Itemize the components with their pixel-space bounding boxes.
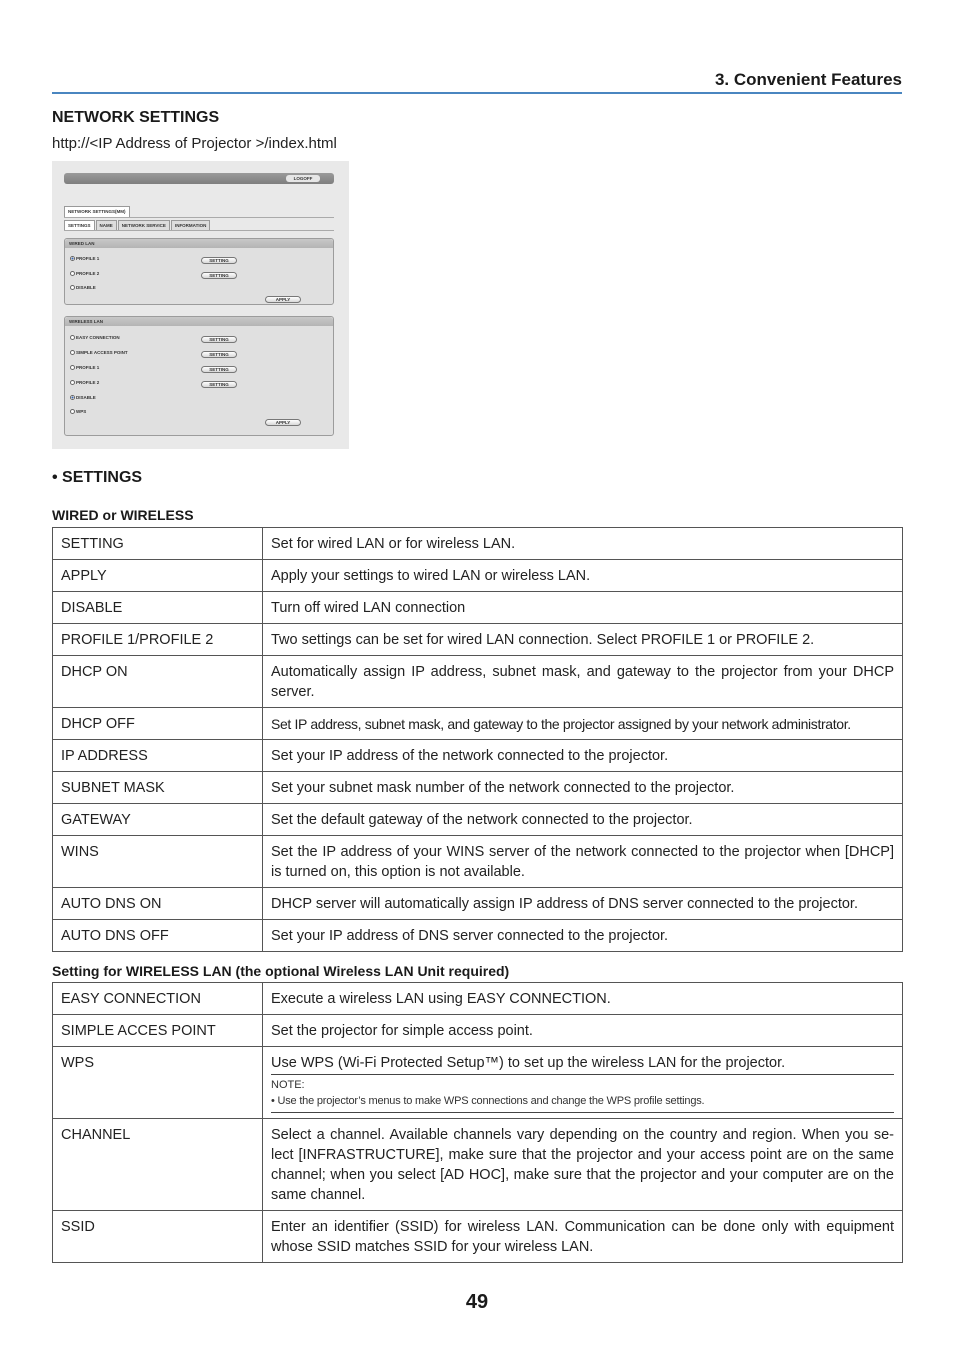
setting-key: DHCP ON <box>53 656 263 708</box>
wireless-wps-option[interactable] <box>70 409 86 414</box>
table-row <box>53 920 903 952</box>
radio-selected-icon[interactable] <box>70 256 75 261</box>
option-label: PROFILE 1 <box>76 256 100 261</box>
wireless-table-label: Setting for WIRELESS LAN (the optional Wireless LAN Unit required) <box>52 963 510 979</box>
network-settings-screenshot <box>52 161 349 449</box>
table-row <box>53 656 903 708</box>
option-label: PROFILE 2 <box>76 271 100 276</box>
wireless-simple-access-point-option[interactable] <box>70 350 128 355</box>
radio-icon[interactable] <box>70 285 75 290</box>
setting-description: Enter an identifier (SSID) for wireless LAN. Communication can be done only with equipment whose SSID matches SSID for your wireless LAN. <box>263 1211 903 1263</box>
setting-key: CHANNEL <box>53 1119 263 1211</box>
setting-key: GATEWAY <box>53 804 263 836</box>
setting-description-cell <box>263 1047 903 1119</box>
setting-key: SETTING <box>53 528 263 560</box>
section-title: NETWORK SETTINGS <box>52 109 220 126</box>
wired-wireless-table <box>52 527 903 952</box>
wireless-lan-group <box>64 316 334 436</box>
tab-settings[interactable]: SETTINGS <box>64 220 95 230</box>
setting-key: DISABLE <box>53 592 263 624</box>
radio-icon[interactable] <box>70 365 75 370</box>
setting-description: Use WPS (Wi-Fi Protected Setup™) to set up the wireless LAN for the projector. <box>271 1055 786 1071</box>
setting-description: Set IP address, subnet mask, and gateway to the projector assigned by your network administrator. <box>263 708 903 740</box>
setting-key: AUTO DNS OFF <box>53 920 263 952</box>
setting-description: Set your IP address of the network connected to the projector. <box>263 740 903 772</box>
radio-icon[interactable] <box>70 335 75 340</box>
table-row <box>53 804 903 836</box>
wireless-table <box>52 982 903 1263</box>
tab-network-settings[interactable]: NETWORK SETTINGS(MM) <box>64 206 130 217</box>
table-row <box>53 1047 903 1119</box>
table-row <box>53 624 903 656</box>
table-row <box>53 888 903 920</box>
logoff-button[interactable]: LOGOFF <box>286 175 320 182</box>
screenshot-top-bar <box>64 173 334 184</box>
wireless-simple-setting-button[interactable]: SETTING <box>201 351 237 358</box>
tab-network-service[interactable]: NETWORK SERVICE <box>118 220 170 230</box>
setting-key: WINS <box>53 836 263 888</box>
radio-icon[interactable] <box>70 350 75 355</box>
wireless-lan-title: WIRELESS LAN <box>65 317 333 326</box>
sub-tab-bar <box>64 220 210 230</box>
radio-icon[interactable] <box>70 409 75 414</box>
note-box <box>271 1074 894 1113</box>
tab-divider <box>64 217 334 218</box>
setting-description: Set your IP address of DNS server connected to the projector. <box>263 920 903 952</box>
note-label: NOTE: <box>271 1079 305 1091</box>
wireless-apply-button[interactable]: APPLY <box>265 419 301 426</box>
setting-key: PROFILE 1/PROFILE 2 <box>53 624 263 656</box>
setting-key: EASY CONNECTION <box>53 983 263 1015</box>
setting-key: WPS <box>53 1047 263 1119</box>
sub-tab-divider <box>64 230 334 231</box>
page-number: 49 <box>465 1291 489 1313</box>
table-row <box>53 1015 903 1047</box>
wireless-easy-connection-option[interactable] <box>70 335 120 340</box>
setting-description: Set the projector for simple access point. <box>263 1015 903 1047</box>
tab-information[interactable]: INFORMATION <box>171 220 210 230</box>
option-label: PROFILE 2 <box>76 380 100 385</box>
wired-profile1-setting-button[interactable]: SETTING <box>201 257 237 264</box>
setting-description: Set the IP address of your WINS server of the network connected to the projector when [DHCP] is turned on, this option is not available. <box>263 836 903 888</box>
setting-description: Two settings can be set for wired LAN connection. Select PROFILE 1 or PROFILE 2. <box>263 624 903 656</box>
table-row <box>53 772 903 804</box>
setting-description: DHCP server will automatically assign IP address of DNS server connected to the projector. <box>263 888 903 920</box>
setting-key: SIMPLE ACCES POINT <box>53 1015 263 1047</box>
wired-profile1-option[interactable] <box>70 256 99 261</box>
note-item: • Use the projector’s menus to make WPS connections and change the WPS profile settings. <box>271 1095 705 1107</box>
option-label: SIMPLE ACCESS POINT <box>76 350 128 355</box>
option-label: DISABLE <box>76 395 96 400</box>
table-row <box>53 708 903 740</box>
setting-key: IP ADDRESS <box>53 740 263 772</box>
table-row <box>53 983 903 1015</box>
wired-profile2-setting-button[interactable]: SETTING <box>201 272 237 279</box>
wireless-profile2-setting-button[interactable]: SETTING <box>201 381 237 388</box>
table-row <box>53 592 903 624</box>
setting-description: Set your subnet mask number of the network connected to the projector. <box>263 772 903 804</box>
setting-key: SSID <box>53 1211 263 1263</box>
wired-apply-button[interactable]: APPLY <box>265 296 301 303</box>
header-rule <box>52 92 902 94</box>
radio-icon[interactable] <box>70 380 75 385</box>
tab-name[interactable]: NAME <box>96 220 117 230</box>
option-label: DISABLE <box>76 285 96 290</box>
wired-disable-option[interactable] <box>70 285 96 290</box>
setting-description: Execute a wireless LAN using EASY CONNECTION. <box>263 983 903 1015</box>
setting-description: Apply your settings to wired LAN or wireless LAN. <box>263 560 903 592</box>
chapter-title: 3. Convenient Features <box>714 70 902 89</box>
setting-key: DHCP OFF <box>53 708 263 740</box>
setting-description: Turn off wired LAN connection <box>263 592 903 624</box>
wired-wireless-table-label: WIRED or WIRELESS <box>52 507 194 523</box>
setting-description: Select a channel. Available channels vary depending on the country and region. When you se-lect [INFRASTRUCTURE], make sure that the projector and your access point are on the same channel; when you select [AD HOC], make sure that the projector and your computer are on the same channel. <box>263 1119 903 1211</box>
table-row <box>53 740 903 772</box>
settings-heading: • SETTINGS <box>52 469 143 486</box>
setting-description: Set for wired LAN or for wireless LAN. <box>263 528 903 560</box>
option-label: EASY CONNECTION <box>76 335 120 340</box>
table-row <box>53 836 903 888</box>
wireless-profile2-option[interactable] <box>70 380 99 385</box>
wired-profile2-option[interactable] <box>70 271 99 276</box>
radio-selected-icon[interactable] <box>70 395 75 400</box>
table-row <box>53 1211 903 1263</box>
wired-lan-group <box>64 238 334 305</box>
wireless-profile1-option[interactable] <box>70 365 99 370</box>
table-row <box>53 528 903 560</box>
table-row <box>53 1119 903 1211</box>
table-row <box>53 560 903 592</box>
setting-description: Automatically assign IP address, subnet mask, and gateway to the projector from your DHCP server. <box>263 656 903 708</box>
setting-key: APPLY <box>53 560 263 592</box>
option-label: PROFILE 1 <box>76 365 100 370</box>
url-text: http://<IP Address of Projector >/index.html <box>52 135 337 152</box>
wired-lan-title: WIRED LAN <box>65 239 333 248</box>
option-label: WPS <box>76 409 87 414</box>
radio-icon[interactable] <box>70 271 75 276</box>
setting-description: Set the default gateway of the network connected to the projector. <box>263 804 903 836</box>
setting-key: SUBNET MASK <box>53 772 263 804</box>
wireless-profile1-setting-button[interactable]: SETTING <box>201 366 237 373</box>
wireless-easy-setting-button[interactable]: SETTING <box>201 336 237 343</box>
wireless-disable-option[interactable] <box>70 395 96 400</box>
setting-key: AUTO DNS ON <box>53 888 263 920</box>
